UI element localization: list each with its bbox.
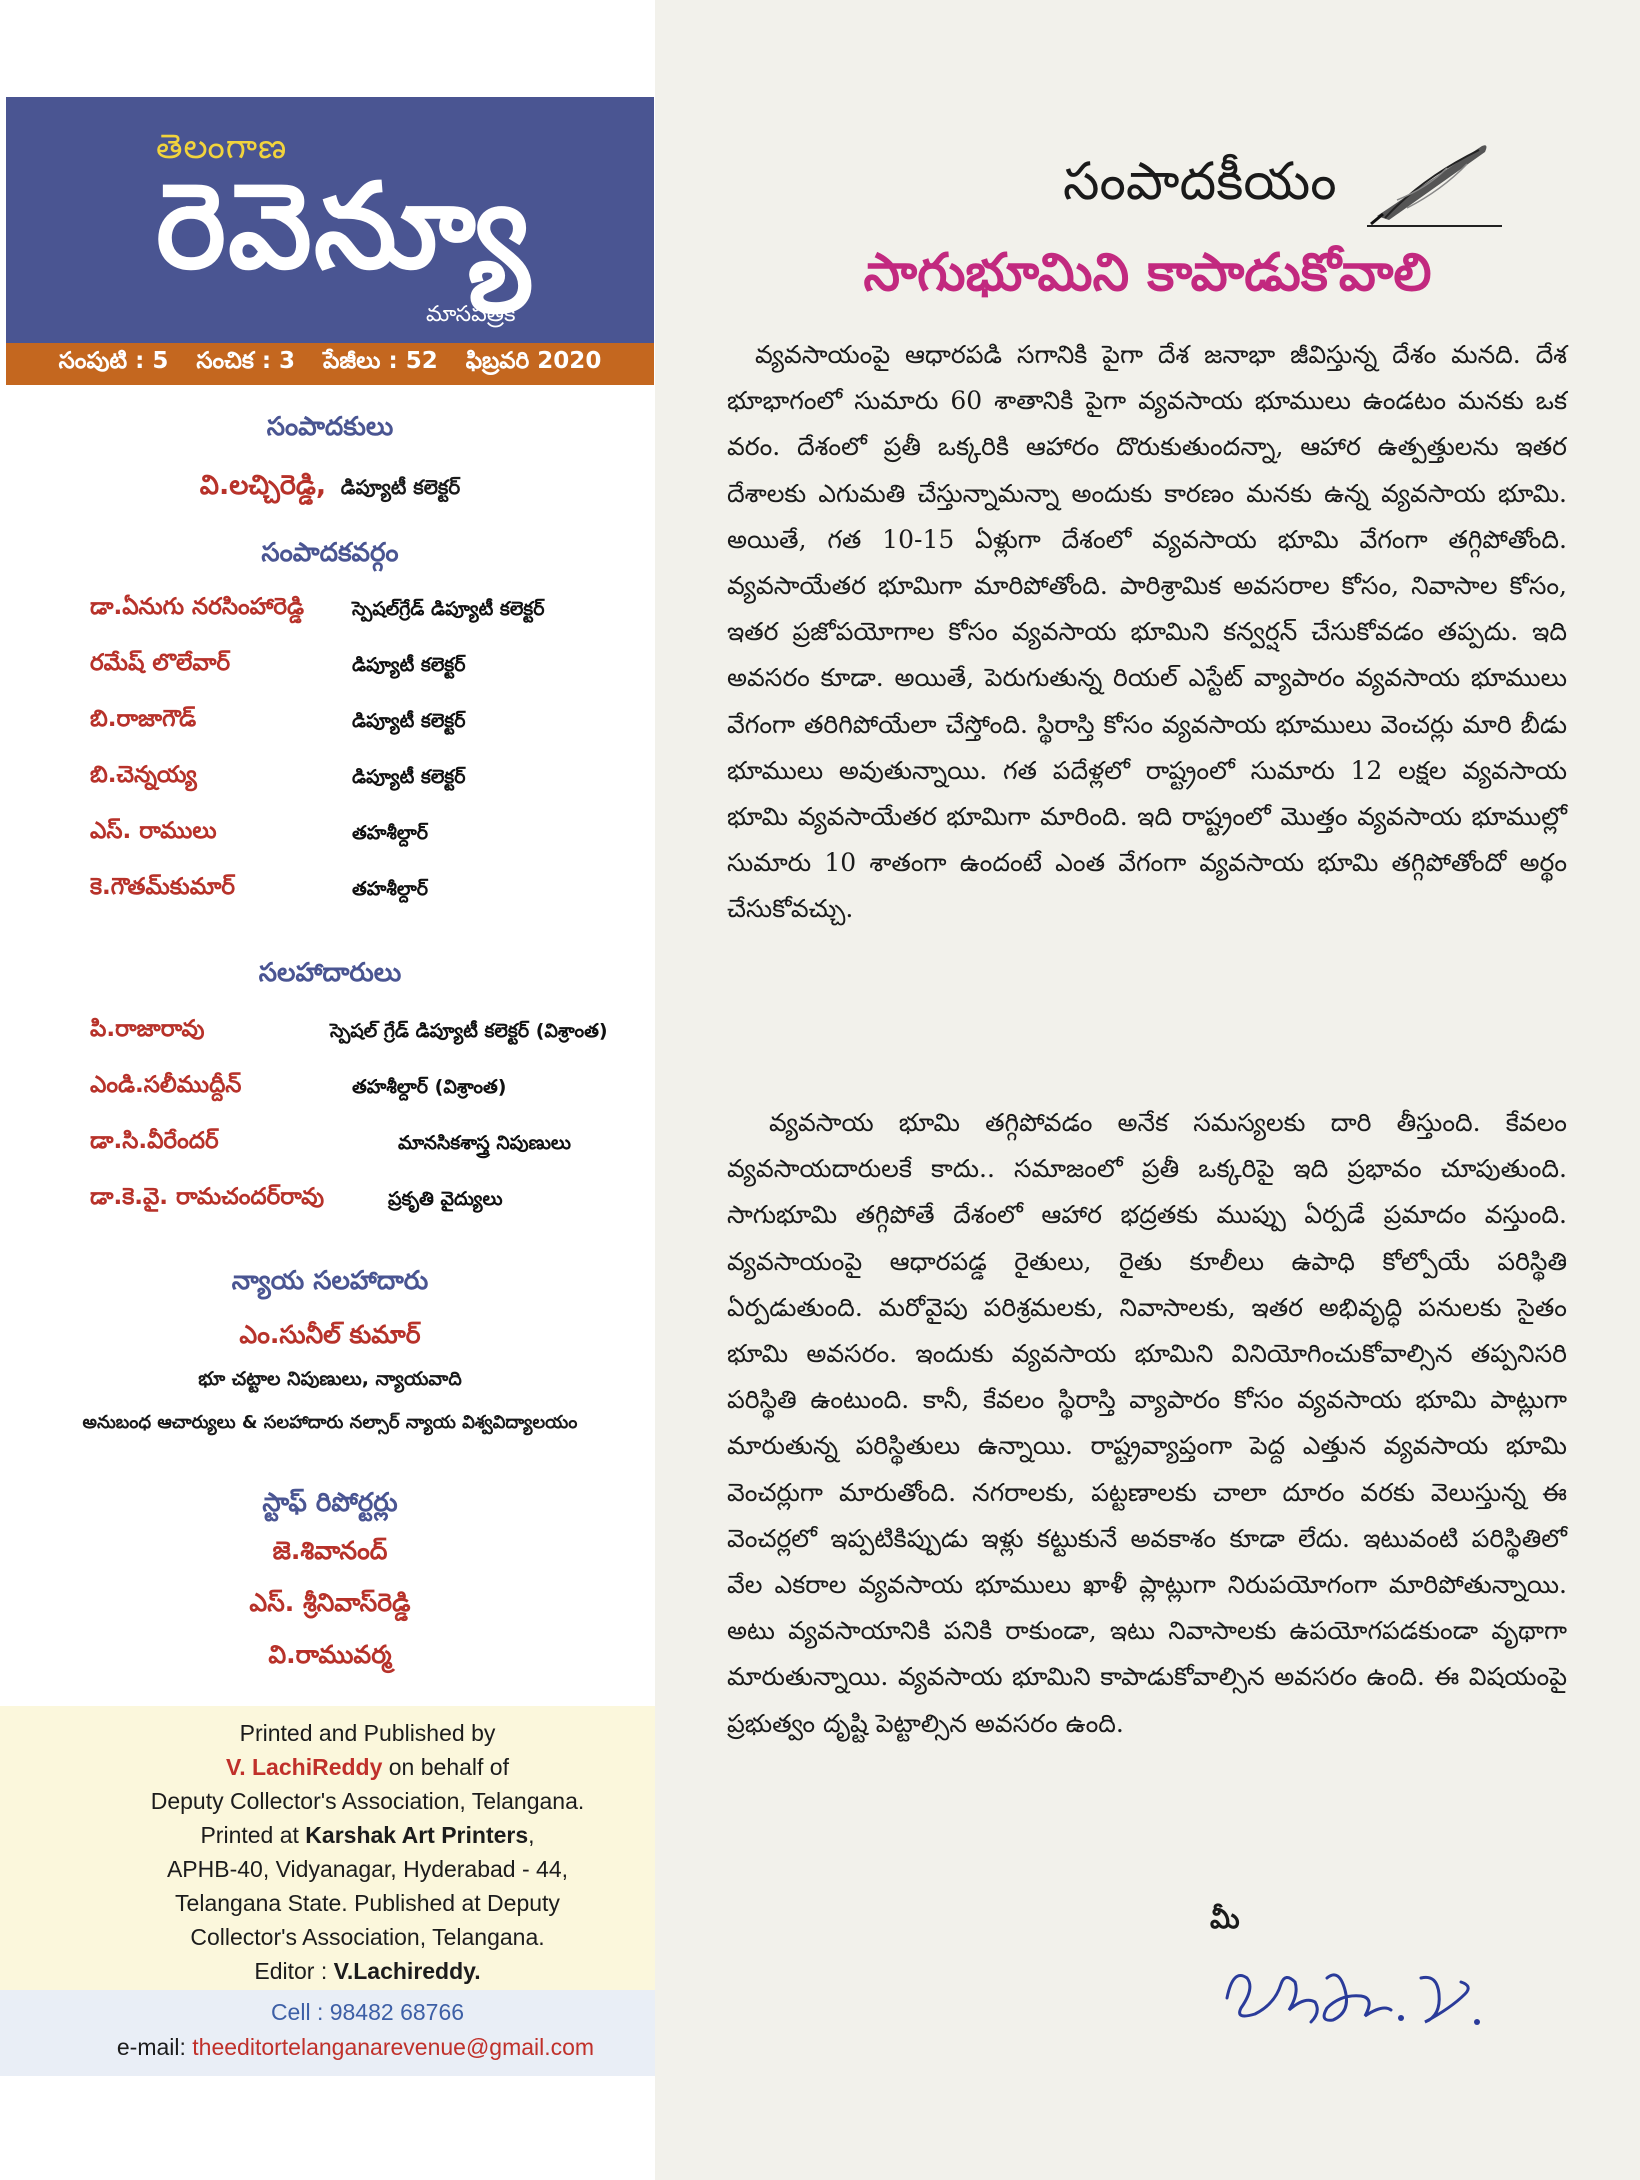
member-title: డిప్యూటీ కలెక్టర్ bbox=[352, 766, 466, 788]
pub-line-2-rest: on behalf of bbox=[382, 1754, 509, 1780]
editorial-headline: సాగుభూమిని కాపాడుకోవాలి bbox=[863, 243, 1432, 303]
editorial-paragraph-1: వ్యవసాయంపై ఆధారపడి సగానికి పైగా దేశ జనాభా జీవిస్తున్న దేశం మనది. దేశ భూభాగంలో సుమారు 60 శాతానికి పైగా వ్యవసాయ భూములు ఉండటం మనకు ఒక వరం. దేశంలో ప్రతీ ఒక్కరికి ఆహారం దొరుకుతుందన్నా, ఆహార ఉత్పత్తులను ఇతర దేశాలకు ఎగుమతి చేస్తున్నామన్నా అందుకు కారణం మనకు ఉన్న వ్యవసాయ భూమి. అయితే, గత 10-15 ఏళ్లుగా దేశంలో వ్యవసాయ భూమి వేగంగా తగ్గిపోతోంది. వ్యవసాయేతర భూమిగా మారిపోతోంది. పారిశ్రామిక అవసరాల కోసం, నివాసాల కోసం, ఇతర ప్రజోపయోగాల కోసం వ్యవసాయ భూమిని కన్వర్షన్ చేసుకోవడం తప్పదు. ఇది అవసరం కూడా. అయితే, పెరుగుతున్న రియల్ ఎస్టేట్ వ్యాపారం వ్యవసాయ భూములు వేగంగా తరిగిపోయేలా చేస్తోంది. స్థిరాస్తి కోసం వ్యవసాయ భూములు వెంచర్లు మారి బీడు భూములు అవుతున్నాయి. గత పదేళ్లలో రాష్ట్రంలో సుమారు 12 లక్షల వ్యవసాయ భూమి వ్యవసాయేతర భూమిగా మారింది. ఇది రాష్ట్రంలో మొత్తం వ్యవసాయ భూముల్లో సుమారు 10 శాతంగా ఉందంటే ఎంత వేగంగా వ్యవసాయ భూమి తగ్గిపోతోందో అర్థం చేసుకోవచ్చు. bbox=[727, 340, 1567, 924]
editor-name: V.Lachireddy. bbox=[333, 1958, 481, 1984]
member-title: తహశీల్దార్ bbox=[352, 822, 429, 844]
masthead-subtitle: మాసపత్రిక bbox=[426, 302, 516, 327]
board-member bbox=[90, 874, 650, 908]
reporters-heading: స్టాఫ్ రిపోర్టర్లు bbox=[262, 1488, 398, 1518]
masthead-title: రెవెన్యూ bbox=[156, 157, 532, 295]
issue-info-bar bbox=[6, 343, 654, 385]
member-name: కె.గౌతమ్‌కుమార్ bbox=[90, 874, 236, 900]
masthead-state: తెలంగాణ bbox=[156, 127, 288, 167]
pub-line-3: Deputy Collector's Association, Telangana. bbox=[150, 1788, 585, 1814]
board-member bbox=[90, 594, 650, 628]
advisor bbox=[90, 1128, 650, 1162]
date-label: ఫిబ్రవరి 2020 bbox=[465, 348, 602, 374]
member-title: డిప్యూటీ కలెక్టర్ bbox=[352, 710, 466, 732]
advisor-title: స్పెషల్ గ్రేడ్ డిప్యూటీ కలెక్టర్ (విశ్రాంత) bbox=[330, 1020, 608, 1042]
reporter-name: వి.రామువర్మ bbox=[268, 1640, 392, 1669]
reporter-name: ఎస్. శ్రీనివాస్‌రెడ్డి bbox=[249, 1588, 411, 1617]
advisor-title: తహశీల్దార్ (విశ్రాంత) bbox=[352, 1076, 507, 1098]
email-line bbox=[0, 2034, 723, 2061]
editors-heading: సంపాదకులు bbox=[266, 412, 394, 442]
pub-line-8 bbox=[0, 1958, 735, 1985]
cell-number: Cell : 98482 68766 bbox=[270, 1999, 465, 2025]
pages-label: పేజీలు : 52 bbox=[323, 348, 438, 374]
board-member bbox=[90, 762, 650, 796]
pub-line-4 bbox=[0, 1822, 735, 1849]
quill-pen-icon bbox=[1367, 138, 1502, 228]
advisors-heading: సలహాదారులు bbox=[258, 958, 402, 988]
editorial-column bbox=[655, 0, 1640, 2180]
member-title: స్పెషల్‌గ్రేడ్ డిప్యూటీ కలెక్టర్ bbox=[352, 598, 545, 620]
printer-name: Karshak Art Printers bbox=[305, 1822, 529, 1848]
left-sidebar bbox=[0, 0, 655, 2180]
advisor-name: డా.సి.వీరేందర్ bbox=[90, 1128, 219, 1154]
member-title: డిప్యూటీ కలెక్టర్ bbox=[352, 654, 466, 676]
email-label: e-mail: bbox=[116, 2034, 193, 2060]
board-member bbox=[90, 650, 650, 684]
member-name: ఎస్. రాములు bbox=[90, 818, 217, 844]
legal-heading: న్యాయ సలహాదారు bbox=[231, 1266, 429, 1296]
publisher-name: V. LachiReddy bbox=[226, 1754, 383, 1780]
pub-line-2 bbox=[0, 1754, 735, 1781]
advisor bbox=[90, 1016, 650, 1050]
editorial-label: సంపాదకీయం bbox=[1063, 152, 1337, 212]
closing-word: మీ bbox=[1210, 1902, 1240, 1935]
advisor-name: డా.కె.వై. రామచందర్‌రావు bbox=[90, 1184, 325, 1210]
editorial-paragraph-2: వ్యవసాయ భూమి తగ్గిపోవడం అనేక సమస్యలకు దారి తీస్తుంది. కేవలం వ్యవసాయదారులకే కాదు.. సమాజంలో ప్రతీ ఒక్కరిపై ఇది ప్రభావం చూపుతుంది. సాగుభూమి తగ్గిపోతే దేశంలో ఆహార భద్రతకు ముప్పు ఏర్పడే ప్రమాదం వస్తుంది. వ్యవసాయంపై ఆధారపడ్డ రైతులు, రైతు కూలీలు ఉపాధి కోల్పోయే పరిస్థితి ఏర్పడుతుంది. మరోవైపు పరిశ్రమలకు, నివాసాలకు, ఇతర అభివృద్ధి పనులకు సైతం భూమి అవసరం. ఇందుకు వ్యవసాయ భూమిని వినియోగించుకోవాల్సిన తప్పనిసరి పరిస్థితి ఉంటుంది. కానీ, కేవలం స్థిరాస్తి వ్యాపారం కోసం వ్యవసాయ భూమి పాట్లుగా మారుతున్న పరిస్థితులు ఉన్నాయి. రాష్ట్రవ్యాప్తంగా పెద్ద ఎత్తున వ్యవసాయ భూమి వెంచర్లుగా మారుతోంది. నగరాలకు, పట్టణాలకు చాలా దూరం వరకు వెలుస్తున్న ఈ వెంచర్లలో ఇప్పటికిప్పుడు ఇళ్లు కట్టుకునే అవకాశం కూడా లేదు. ఇటువంటి పరిస్థితిలో వేల ఎకరాల వ్యవసాయ భూములు ఖాళీ ప్లాట్లుగా నిరుపయోగంగా మారిపోతున్నాయి. అటు వ్యవసాయానికి పనికి రాకుండా, ఇటు నివాసాలకు ఉపయోగపడకుండా వృథాగా మారుతున్నాయి. వ్యవసాయ భూమిని కాపాడుకోవాల్సిన అవసరం ఉంది. ఈ విషయంపై ప్రభుత్వం దృష్టి పెట్టాల్సిన అవసరం ఉంది. bbox=[727, 1108, 1567, 1738]
advisor bbox=[90, 1072, 650, 1106]
issue-label: సంచిక : 3 bbox=[196, 348, 296, 374]
email-address: theeditortelanganarevenue@gmail.com bbox=[192, 2034, 595, 2060]
member-name: బి.రాజాగౌడ్ bbox=[90, 706, 197, 732]
board-heading: సంపాదకవర్గం bbox=[261, 538, 399, 568]
advisor-title: ప్రకృతి వైద్యులు bbox=[388, 1188, 503, 1210]
pub-line-7: Collector's Association, Telangana. bbox=[190, 1924, 545, 1950]
pub-line-4-post: , bbox=[528, 1822, 535, 1848]
pub-line-5: APHB-40, Vidyanagar, Hyderabad - 44, bbox=[166, 1856, 569, 1882]
pub-line-1: Printed and Published by bbox=[239, 1720, 496, 1746]
pub-line-4-pre: Printed at bbox=[200, 1822, 306, 1848]
pub-line-6: Telangana State. Published at Deputy bbox=[175, 1890, 560, 1916]
volume-label: సంపుటి : 5 bbox=[58, 348, 169, 374]
member-name: డా.ఏనుగు నరసింహారెడ్డి bbox=[90, 594, 305, 620]
masthead bbox=[6, 97, 654, 343]
advisor-title: మానసికశాస్త్ర నిపుణులు bbox=[398, 1132, 571, 1154]
advisor-name: పి.రాజారావు bbox=[90, 1016, 205, 1042]
member-title: తహశీల్దార్ bbox=[352, 878, 429, 900]
member-name: బి.చెన్నయ్య bbox=[90, 762, 197, 788]
reporter-name: జె.శివానంద్ bbox=[272, 1536, 388, 1565]
legal-advisor-line1: భూ చట్టాల నిపుణులు, న్యాయవాది bbox=[198, 1368, 462, 1390]
legal-advisor-name: ఎం.సునీల్ కుమార్ bbox=[239, 1320, 421, 1349]
chief-editor-title: డిప్యూటీ కలెక్టర్ bbox=[340, 475, 461, 499]
pub-line-8-pre: Editor : bbox=[254, 1958, 334, 1984]
advisor-name: ఎండి.సలీముద్దీన్ bbox=[90, 1072, 242, 1098]
chief-editor bbox=[6, 470, 654, 508]
board-member bbox=[90, 706, 650, 740]
chief-editor-name: వి.లచ్చిరెడ్డి, bbox=[199, 470, 327, 501]
advisor bbox=[90, 1184, 650, 1218]
member-name: రమేష్ లొలేవార్ bbox=[90, 650, 231, 676]
board-member bbox=[90, 818, 650, 852]
legal-advisor-line2: అనుబంధ ఆచార్యులు & సలహాదారు నల్సార్ న్యాయ విశ్వవిద్యాలయం bbox=[82, 1412, 578, 1433]
editor-signature bbox=[1215, 1938, 1495, 2048]
